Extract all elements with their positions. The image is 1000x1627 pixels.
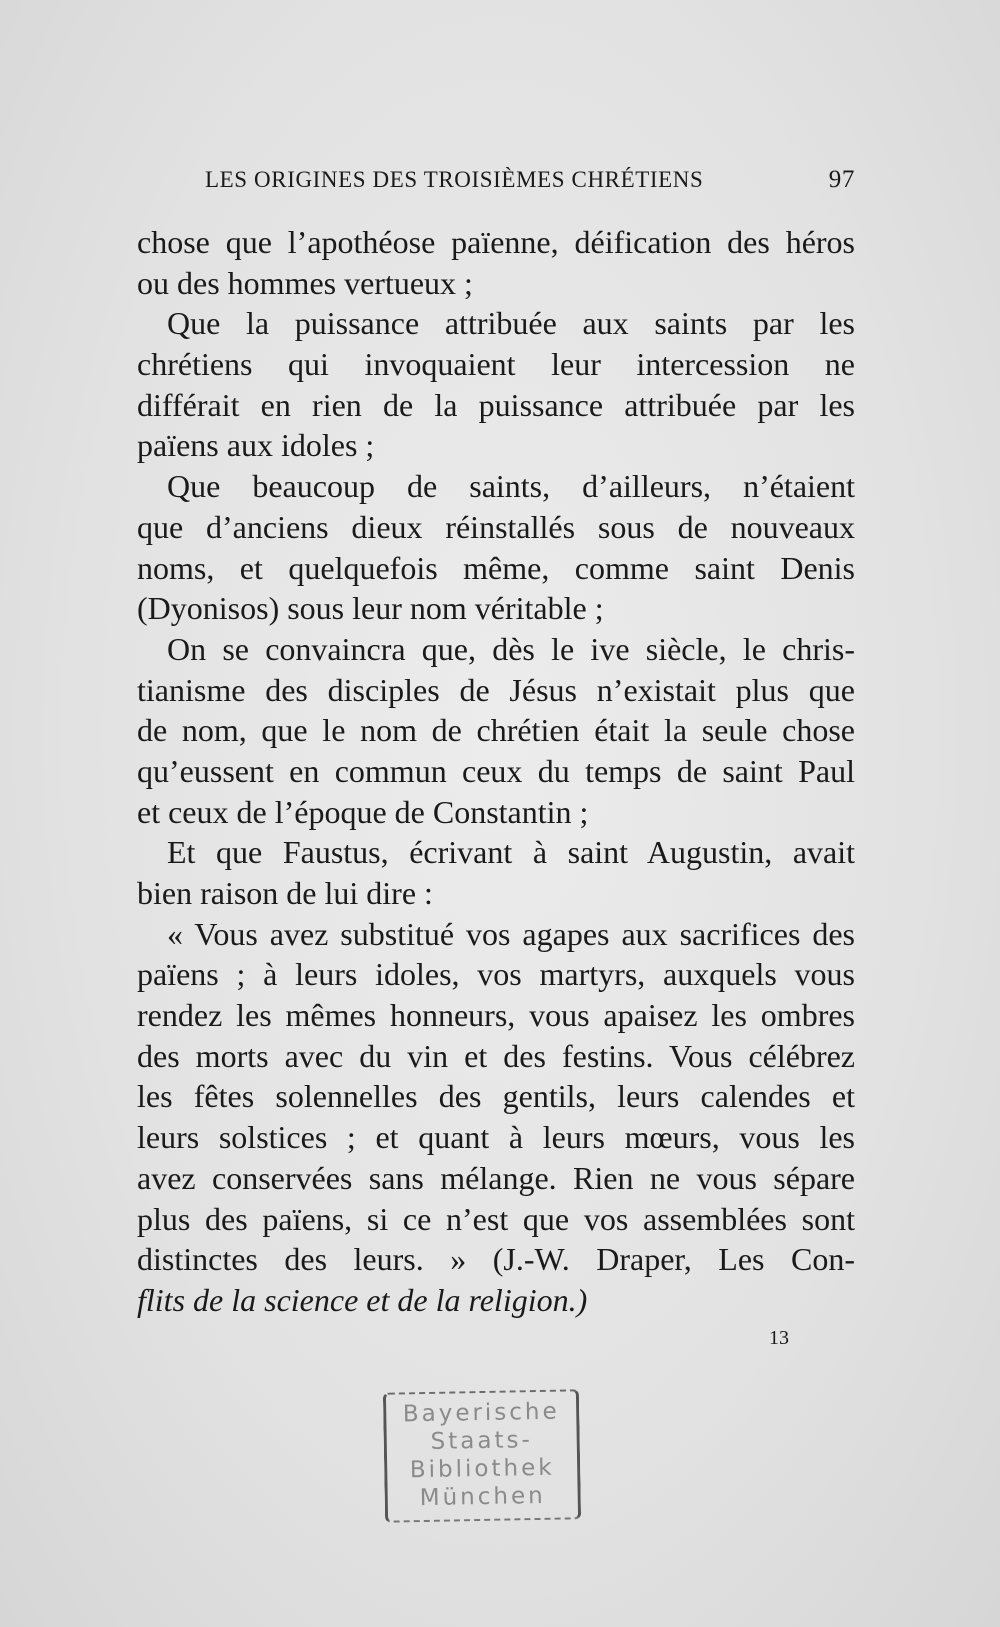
text-line: Et que Faustus, écrivant à saint Augustin, avait: [167, 834, 855, 871]
text-line: « Vous avez substitué vos agapes aux sacrifices des: [167, 915, 855, 952]
text-line: plus des païens, si ce n’est que vos assemblées sont: [137, 1200, 855, 1237]
text-line: qu’eussent en commun ceux du temps de saint Paul: [137, 752, 855, 789]
body-text: [137, 222, 855, 1321]
text-line: différait en rien de la puissance attribuée par les: [137, 386, 855, 423]
running-header: [205, 166, 855, 194]
text-line: que d’anciens dieux réinstallés sous de nouveaux: [137, 508, 855, 545]
text-line: et ceux de l’époque de Constantin ;: [137, 793, 589, 830]
text-line: païens ; à leurs idoles, vos martyrs, auxquels vous: [137, 956, 855, 993]
library-stamp: [383, 1389, 581, 1522]
text-line: chose que l’apothéose païenne, déification des héros: [137, 224, 855, 260]
stamp-line: Staats-: [430, 1427, 534, 1455]
text-line: Que la puissance attribuée aux saints par les: [167, 305, 855, 342]
stamp-line: Bayerische: [402, 1398, 560, 1428]
text-line: Que beaucoup de saints, d’ailleurs, n’étaient: [167, 468, 855, 505]
stamp-line: München: [419, 1482, 546, 1512]
text-line: avez conservées sans mélange. Rien ne vous sépare: [137, 1159, 855, 1196]
page-number: 97: [828, 166, 855, 193]
text-line: flits de la science et de la religion.): [137, 1281, 588, 1318]
text-line: leurs solstices ; et quant à leurs mœurs, vous les: [137, 1119, 855, 1156]
text-line: distinctes des leurs. » (J.-W. Draper, Les Con-: [137, 1241, 855, 1278]
signature-mark: 13: [769, 1327, 789, 1349]
text-line: On se convaincra que, dès le ive siècle, le chris-: [167, 630, 855, 667]
text-line: chrétiens qui invoquaient leur intercession ne: [137, 346, 855, 383]
text-line: (Dyonisos) sous leur nom véritable ;: [137, 590, 604, 627]
text-line: bien raison de lui dire :: [137, 875, 433, 911]
text-line: ou des hommes vertueux ;: [137, 264, 473, 301]
text-line: des morts avec du vin et des festins. Vous célébrez: [137, 1037, 855, 1074]
text-line: de nom, que le nom de chrétien était la seule chose: [137, 712, 855, 749]
text-line: païens aux idoles ;: [137, 427, 375, 464]
text-line: les fêtes solennelles des gentils, leurs calendes et: [137, 1078, 855, 1115]
running-title: LES ORIGINES DES TROISIÈMES CHRÉTIENS: [205, 167, 704, 192]
text-line: rendez les mêmes honneurs, vous apaisez les ombres: [137, 997, 855, 1034]
text-line: noms, et quelquefois même, comme saint Denis: [137, 549, 855, 586]
text-line: tianisme des disciples de Jésus n’existait plus que: [137, 671, 855, 708]
stamp-line: Bibliothek: [409, 1454, 555, 1484]
